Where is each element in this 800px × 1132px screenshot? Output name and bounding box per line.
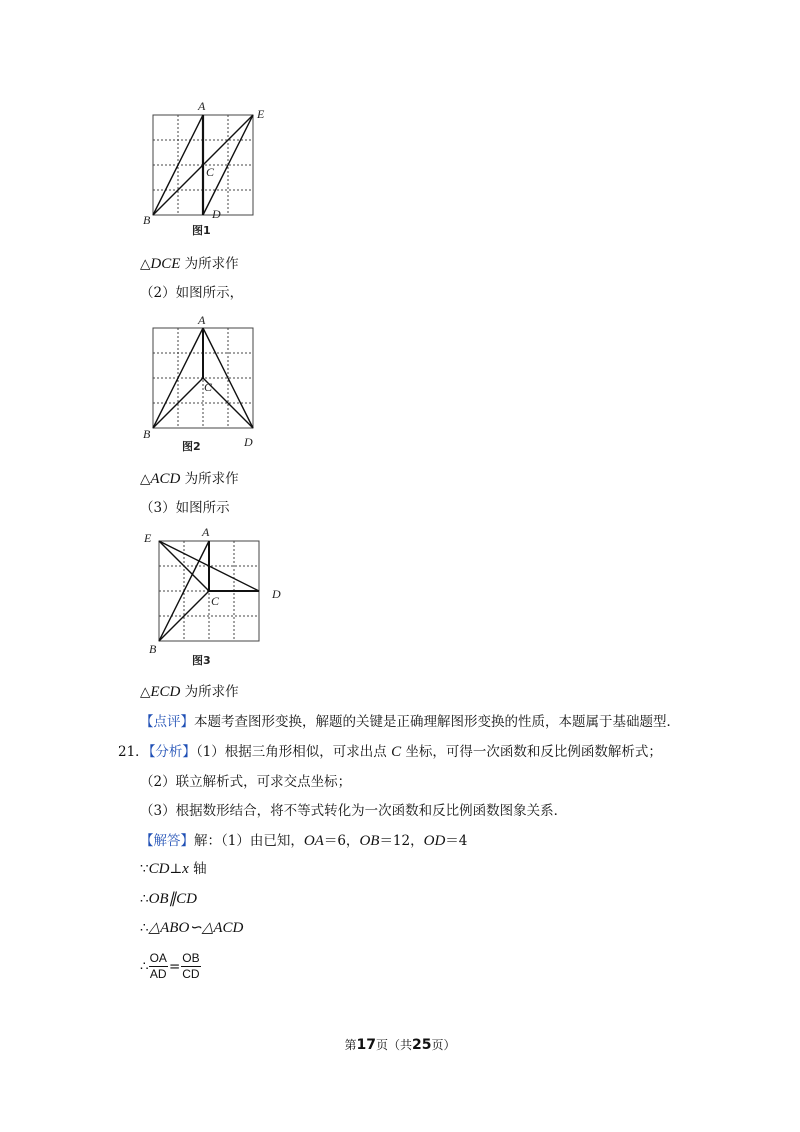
fraction-oa-ad: $\frac{OA}{AD}$ <box>149 951 167 981</box>
comment-line: 【点评】本题考查图形变换，解题的关键是正确理解图形变换的性质，本题属于基础题型． <box>140 714 680 730</box>
fig1-caption: 图1 <box>192 224 211 237</box>
fig1-label-e: E <box>257 107 265 121</box>
page-footer: 第17页（共25页） <box>344 1037 456 1053</box>
step-similar: ∴△ABO∽△ACD <box>140 920 244 936</box>
page-total: 25 <box>412 1037 432 1053</box>
fig1-label-d: D <box>212 207 221 221</box>
question-21-analysis: 21．【分析】（1）根据三角形相似，可求出点 C 坐标，可得一次函数和反比例函数解析式； <box>118 744 662 760</box>
fig2-label-c: C <box>204 380 213 394</box>
solution-tag: 【解答】 <box>140 833 194 849</box>
fig3-label-a: A <box>202 525 210 539</box>
step-perpendicular: ∵CD⊥x 轴 <box>140 861 207 877</box>
fig2-label-a: A <box>198 313 206 327</box>
part-2-heading: （2）如图所示， <box>140 285 244 301</box>
step-ratio: ∴ $\frac{OA}{AD}$ = $\frac{OB}{CD}$ <box>140 951 200 981</box>
fig3-caption: 图3 <box>192 654 211 667</box>
fig2-caption: 图2 <box>182 440 201 453</box>
figure-3 <box>140 524 290 669</box>
question-number: 21． <box>118 744 149 760</box>
fig2-label-b: B <box>143 427 151 441</box>
fig3-label-d: D <box>272 587 281 601</box>
comment-tag: 【点评】 <box>140 714 194 730</box>
fraction-ob-cd: $\frac{OB}{CD}$ <box>182 951 200 981</box>
solution-line: 【解答】解：（1）由已知，OA＝6，OB＝12，OD＝4 <box>140 833 468 849</box>
fig1-label-a: A <box>198 99 206 113</box>
figure-2 <box>140 312 270 457</box>
fig3-label-c: C <box>211 594 220 608</box>
fig1-label-c: C <box>206 165 215 179</box>
analysis-tag: 【分析】 <box>148 744 196 760</box>
part-3-heading: （3）如图所示 <box>140 500 230 516</box>
answer-1: △DCE 为所求作 <box>140 256 239 272</box>
fig3-label-e: E <box>144 531 152 545</box>
fig3-label-b: B <box>149 642 157 656</box>
page-number: 17 <box>356 1037 376 1053</box>
fig1-label-b: B <box>143 213 151 227</box>
analysis-point-2: （2）联立解析式，可求交点坐标； <box>140 774 352 790</box>
answer-2: △ACD 为所求作 <box>140 471 239 487</box>
answer-3: △ECD 为所求作 <box>140 684 239 700</box>
fig2-label-d: D <box>244 435 253 449</box>
analysis-point-3: （3）根据数形结合，将不等式转化为一次函数和反比例函数图象关系． <box>140 803 568 819</box>
figure-1 <box>140 100 280 240</box>
step-parallel: ∴OB∥CD <box>140 891 197 907</box>
